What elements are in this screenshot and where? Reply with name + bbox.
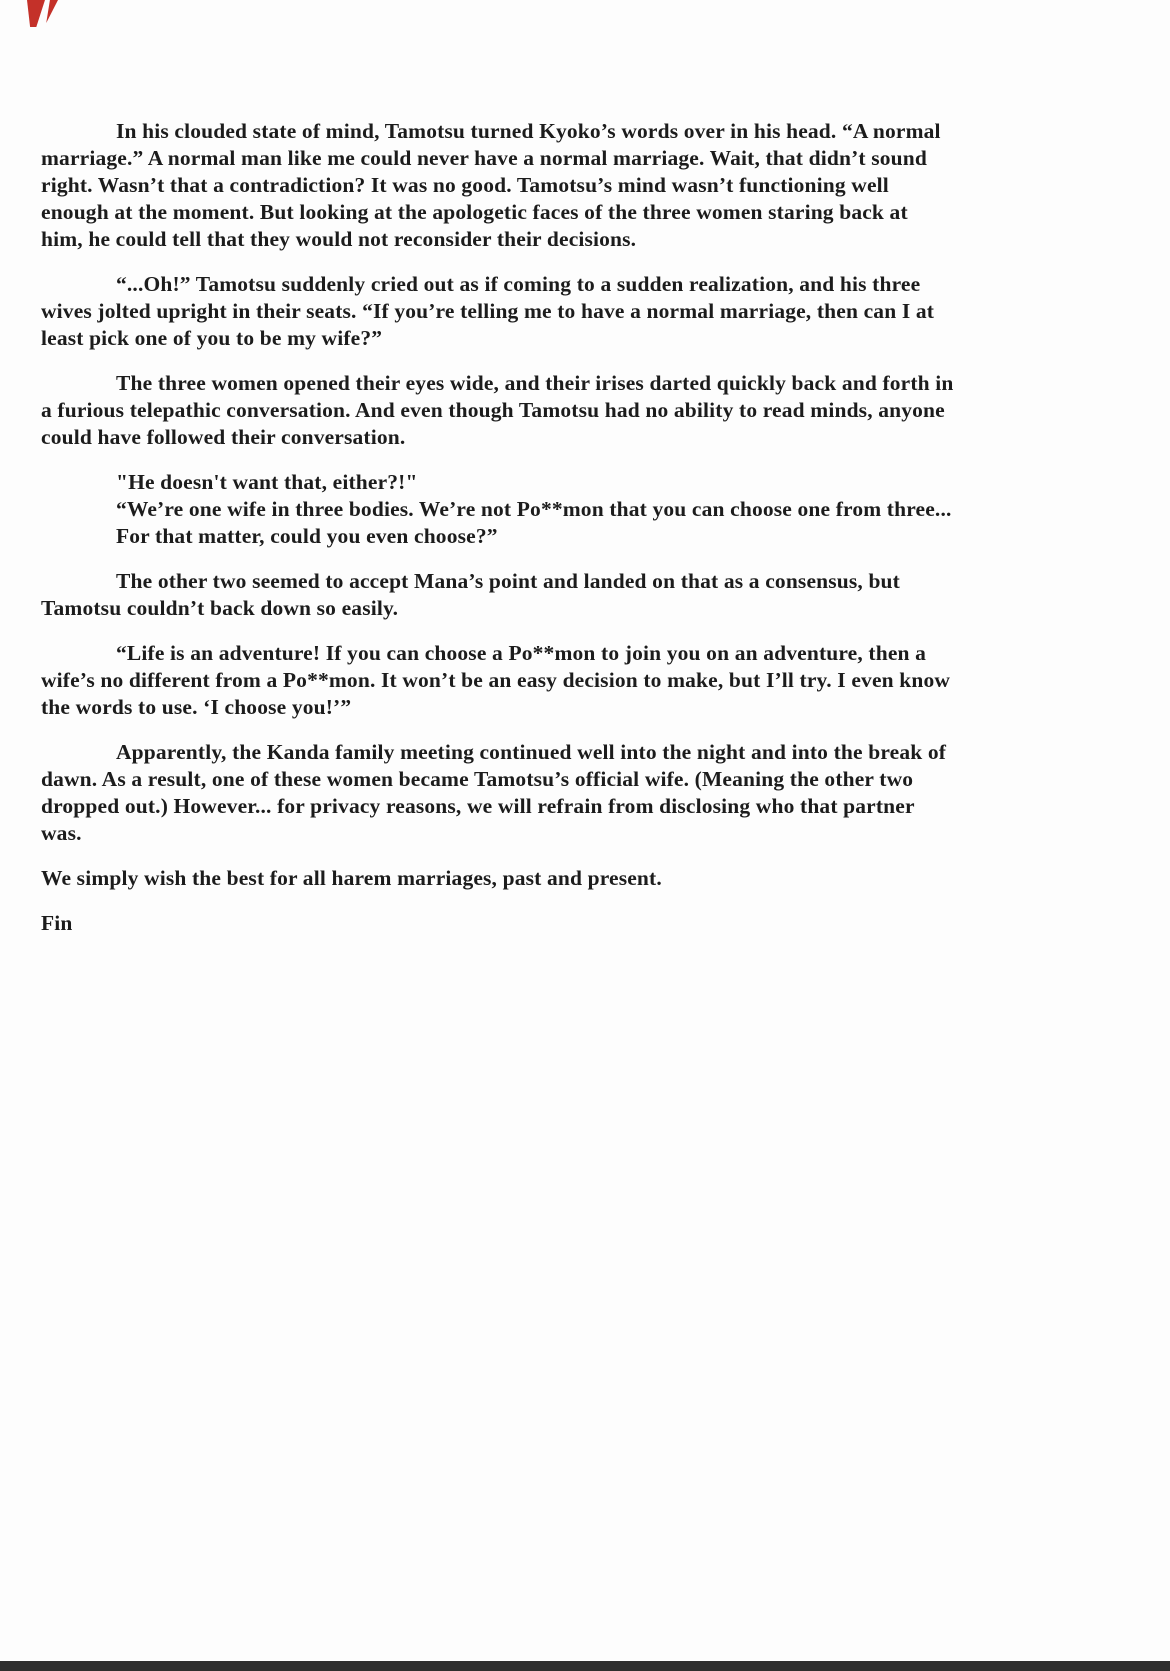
- text-line: right. Wasn’t that a contradiction? It was no good. Tamotsu’s mind wasn’t functioning well: [41, 173, 889, 197]
- text-line: For that matter, could you even choose?”: [116, 524, 498, 548]
- text-line: wife’s no different from a Po**mon. It won’t be an easy decision to make, but I’ll try. I even know: [41, 668, 951, 692]
- red-corner-scan-artifact: [27, 0, 58, 27]
- text-line: We simply wish the best for all harem marriages, past and present.: [41, 866, 662, 890]
- paragraph-1: [41, 118, 1137, 253]
- text-line: dropped out.) However... for privacy reasons, we will refrain from disclosing who that partner: [41, 794, 915, 818]
- text-line: “Life is an adventure! If you can choose a Po**mon to join you on an adventure, then a: [116, 641, 927, 665]
- red-corner-shape: [27, 0, 58, 27]
- text-line: enough at the moment. But looking at the apologetic faces of the three women staring back at: [41, 200, 908, 224]
- text-line: could have followed their conversation.: [41, 425, 406, 449]
- text-line: “...Oh!” Tamotsu suddenly cried out as if coming to a sudden realization, and his three: [116, 272, 921, 296]
- text-line: wives jolted upright in their seats. “If you’re telling me to have a normal marriage, then can I at: [41, 299, 935, 323]
- paragraph-5: [41, 568, 1137, 622]
- paragraph-2: [41, 271, 1137, 352]
- story-text-block: [41, 118, 1137, 955]
- text-line: a furious telepathic conversation. And even though Tamotsu had no ability to read minds, anyone: [41, 398, 945, 422]
- text-line: In his clouded state of mind, Tamotsu turned Kyoko’s words over in his head. “A normal: [116, 119, 941, 143]
- text-line: "He doesn't want that, either?!": [116, 470, 418, 494]
- scan-edge-bar: [0, 1661, 1170, 1671]
- text-line: Apparently, the Kanda family meeting continued well into the night and into the break of: [116, 740, 947, 764]
- text-line: him, he could tell that they would not reconsider their decisions.: [41, 227, 637, 251]
- red-corner-shape: [27, 0, 58, 27]
- paragraph-6: [41, 640, 1137, 721]
- text-line: least pick one of you to be my wife?”: [41, 326, 383, 350]
- text-line: was.: [41, 821, 82, 845]
- text-line: marriage.” A normal man like me could never have a normal marriage. Wait, that didn’t sound: [41, 146, 927, 170]
- paragraph-4-dialogue: [41, 469, 1137, 550]
- text-line: “We’re one wife in three bodies. We’re not Po**mon that you can choose one from three...: [116, 497, 952, 521]
- paragraph-9-fin: [41, 910, 1137, 937]
- text-line: The other two seemed to accept Mana’s point and landed on that as a consensus, but: [116, 569, 900, 593]
- fin-label: Fin: [41, 911, 73, 935]
- text-line: Tamotsu couldn’t back down so easily.: [41, 596, 399, 620]
- paragraph-8-closing: [41, 865, 1137, 892]
- text-line: The three women opened their eyes wide, and their irises darted quickly back and forth in: [116, 371, 954, 395]
- paragraph-7: [41, 739, 1137, 847]
- text-line: the words to use. ‘I choose you!’”: [41, 695, 352, 719]
- paragraph-3: [41, 370, 1137, 451]
- text-line: dawn. As a result, one of these women became Tamotsu’s official wife. (Meaning the other two: [41, 767, 914, 791]
